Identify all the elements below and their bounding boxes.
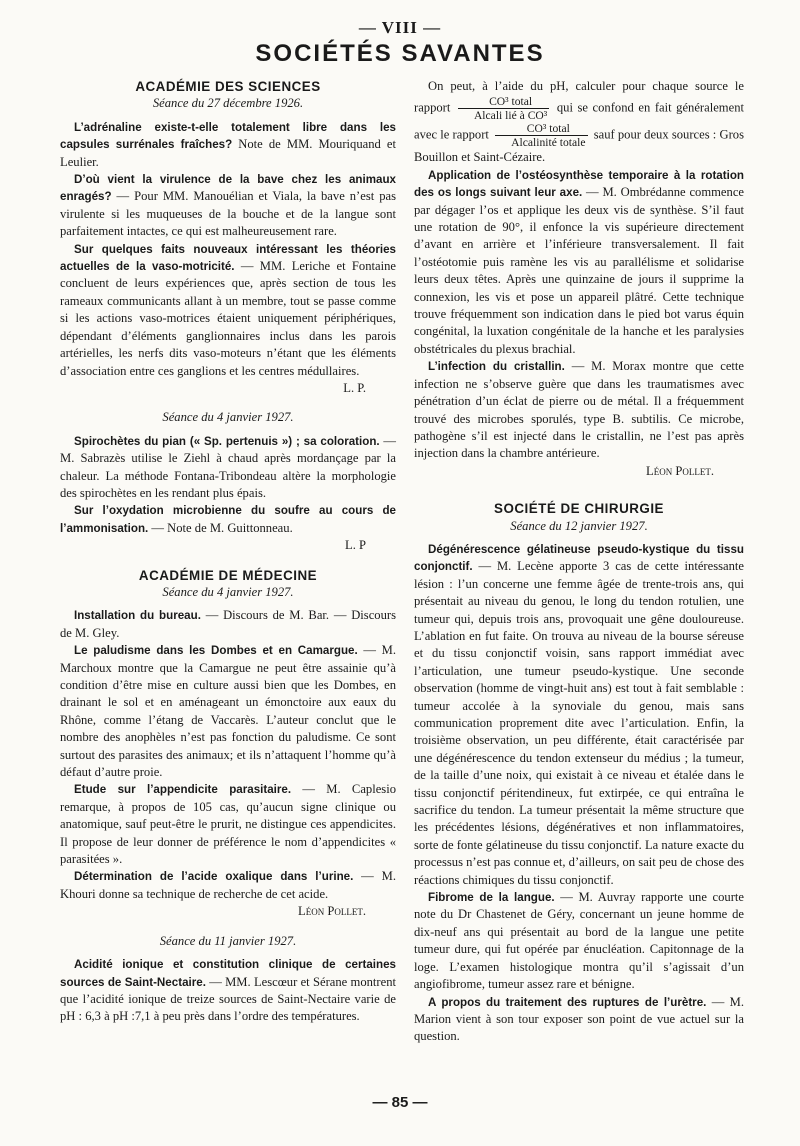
article-text: — M. Caplesio remarque, à propos de 105 cas, qu’aucun signe clinique ou anatomique, sauf peut-être le prurit, ne distingue ces appendicites. Il propose de leur donner de préférence le nom d’appendicites « parasitées ». [60,782,396,867]
fraction-numerator: CO³ total [495,122,587,136]
article-heading: L’infection du cristallin. [428,360,565,374]
article-text: — Discours de M. Bar. — Discours de M. Gley. [60,608,396,640]
article-heading: A propos du traitement des ruptures de l’urètre. [428,995,707,1009]
running-head: — VIII — [358,18,442,37]
article-acidite-ionique [60,956,396,1026]
paragraph-text: qui se confond en fait généralement avec le rapport [414,100,744,142]
article-heading: Acidité ionique et constitution clinique de certaines sources de Saint-Nectaire. [60,958,396,989]
page-title: SOCIÉTÉS SAVANTES [255,40,545,67]
signature: L. P. [343,380,366,395]
fraction-numerator: CO³ total [458,95,549,109]
article-heading: D’où vient la virulence de la bave chez les animaux enragés? [60,173,396,204]
article-osteosynthese [414,167,744,358]
article-text: — M. Lecène apporte 3 cas de cette intéressante lésion : l’un concerne une femme âgée de trente-trois ans, qui présentait au niveau du genou, le long du tendon rotulien, une tumeur qui, depuis trois ans, provoquait une gêne douloureuse. L’ablation en fut faite. On trouva au niveau de la bourse séreuse et du tissu conjonctif voisin, sans rapport immédiat avec l’articulation, une tumeur pseudo-kystique. Une seconde observation (homme de vingt-huit ans) est tout à fait semblable : tumeur accolée à la synoviale du genou, mais sans communication proprement dite avec l’articulation. Enfin, la troisième observation, un peu différente, était caractérisée par une dégénérescence du tendon extenseur du médius ; la tumeur, de la taille d’une noix, qui existait à ce niveau et étalée dans le tissu conjonctif péritendineux, fut extirpée, ce qui entraîna le sacrifice du tendon. La tumeur présentait la même structure que les précédentes lésions, dégénératives et non inflammatoires, sorte de fonte gélatineuse du tissu conjonctif. La nature exacte du processus n’est pas connue et, d’ailleurs, on sait peu de chose des réactions chimiques du tissu conjonctif. [414,559,744,887]
session-date: Séance du 12 janvier 1927. [510,518,648,533]
article-heading: Le paludisme dans les Dombes et en Camargue. [74,644,358,658]
article-heading: Fibrome de la langue. [428,891,555,905]
article-acide-oxalique [60,868,396,903]
article-heading: Détermination de l’acide oxalique dans l’urine. [74,870,354,884]
article-text: — MM. Leriche et Fontaine concluent de leurs expériences que, après section de tous les rameaux communicants allant à un membre, tout se passe comme si les actions vaso-motrices étaient uniquement périphériques, dépendant d’éléments ganglionnaires inclus dans les parois artérielles, les nerfs dits vaso-moteurs n’étant que les éléments d’association entre ces ganglions et les centres médullaires. [60,259,396,378]
fraction-co3-alcali [458,95,549,122]
article-heading: L’adrénaline existe-t-elle totalement libre dans les capsules surrénales fraîches? [60,120,396,152]
article-text: — M. Morax montre que cette infection ne s’observe guère que dans les traumatismes avec pénétration d’un éclat de pierre ou de métal. Il a fréquemment trouvé des microbes sporulés, type B. subtilis. Ce microbe, pathogène s’il est injecté dans le cristallin, ne l’est pas après injection dans la chambre antérieure. [414,359,745,461]
article-heading: Application de l’ostéosynthèse temporaire à la rotation des os longs suivant leur axe. [414,168,744,200]
article-cristallin [414,358,744,462]
signature: L. P [345,538,366,553]
fraction-co3-alcalinite [495,122,587,149]
fraction-denominator: Alcali lié à CO³ [473,109,548,123]
signature: Léon Pollet. [298,904,366,919]
left-column [60,78,396,1026]
section-title-academie-sciences: ACADÉMIE DES SCIENCES [135,79,321,94]
article-oxydation [60,502,396,537]
article-uretre [414,994,744,1046]
section-title-academie-medecine: ACADÉMIE DE MÉDECINE [138,567,318,583]
article-text: — MM. Lescœur et Sérane montrent que l’acidité ionique de treize sources de Saint-Nectaire varie de pH : 6,3 à pH :7,1 à peu près dans l’ordre des températures. [60,974,396,1024]
fraction-denominator: Alcalinité totale [511,136,586,150]
article-fibrome [414,889,744,993]
page-number: — 85 — [372,1094,428,1111]
article-acidite-continued [414,78,744,167]
session-date: Séance du 11 janvier 1927. [159,933,297,948]
signature: Léon Pollet. [646,463,714,478]
article-text: — M. Marion vient à son tour exposer son point de vue actuel sur la question. [414,994,744,1044]
article-text: — M. Auvray rapporte une courte note du Dr Chastenet de Géry, concernant un jeune homme de dix-neuf ans qui présentait au bord de la langue une petite tumeur dure, qui fut opérée par énucléation. Capitonnage de la loge. L’examen histologique montra qu’il s’agissait d’un angiofibrome, tumeur assez rare et bénigne. [414,890,745,992]
article-heading: Installation du bureau. [74,609,201,623]
article-heading: Sur quelques faits nouveaux intéressant les théories actuelles de la vaso-motricité. [60,242,396,274]
section-title-societe-chirurgie: SOCIÉTÉ DE CHIRURGIE [494,501,664,517]
right-column [414,78,744,1046]
article-adrenaline [60,119,396,171]
article-text: — M. Khouri donne sa technique de recherche de cet acide. [60,869,396,901]
article-text: — Note de M. Guittonneau. [148,520,293,535]
session-date: Séance du 4 janvier 1927. [162,584,294,599]
article-text: — M. Sabrazès utilise le Ziehl à chaud après mordançage par la chaleur. La méthode Fontana-Tribondeau altère la morphologie des spirochètes en les rendant plus épais. [60,433,396,500]
article-bave [60,171,396,241]
article-heading: Dégénérescence gélatineuse pseudo-kystique du tissu conjonctif. [414,542,744,574]
paragraph-text: On peut, à l’aide du pH, calculer pour chaque source le rapport [414,79,744,115]
article-installation [60,607,396,642]
article-text: — M. Ombrédanne commence par dégager l’os et applique les deux vis de synthèse. S’il faut une rotation de 90°, il enfonce la vis supérieure directement d’avant en arrière et l’inférieure transversalement. Il fait l’ostéotomie puis ramène les vis au parallélisme et solidarise leurs deux têtes. Après une quinzaine de jours il supprime la connexion, les vis et pose un appareil plâtré. Cette technique trouve fréquemment son indication dans le pied bot varus équin congénital, la luxation congénitale de la hanche et les paralysies obstétricales du plexus brachial. [414,185,745,356]
session-date: Séance du 27 décembre 1926. [152,96,304,111]
session-date: Séance du 4 janvier 1927. [162,410,294,425]
article-text: — M. Marchoux montre que la Camargue ne peut être assainie qu’à condition d’être mise en culture aussi bien que les Dombes, en drainant le sol et en aménageant un émonctoire aux eaux du Rhône, comme l’étang de Vaccarès. L’auteur conclut que le nombre des anophèles n’est pas fonction du paludisme. Ce sont surtout des parasites des animaux; et ils n’attaquent l’homme qu’à défaut d’autre proie. [60,643,396,780]
paragraph-text: sauf pour deux sources : Gros Bouillon et Saint-Cézaire. [414,127,744,165]
article-degenerescence [414,541,744,889]
article-spirochetes [60,433,396,503]
article-paludisme [60,642,396,781]
article-appendicite [60,781,396,868]
article-vaso-motricite [60,241,396,380]
article-heading: Sur l’oxydation microbienne du soufre au cours de l’ammonisation. [60,504,396,535]
article-text: — Pour MM. Manouélian et Viala, la bave n’est pas virulente si les muqueuses de la bouche et de la langue sont parfaitement intactes, ce qui est malheureusement rare. [60,189,396,239]
article-heading: Spirochètes du pian (« Sp. pertenuis ») ; sa coloration. [74,434,380,448]
article-text: Note de MM. Mouriquand et Leulier. [60,137,396,169]
article-heading: Etude sur l’appendicite parasitaire. [74,783,292,797]
